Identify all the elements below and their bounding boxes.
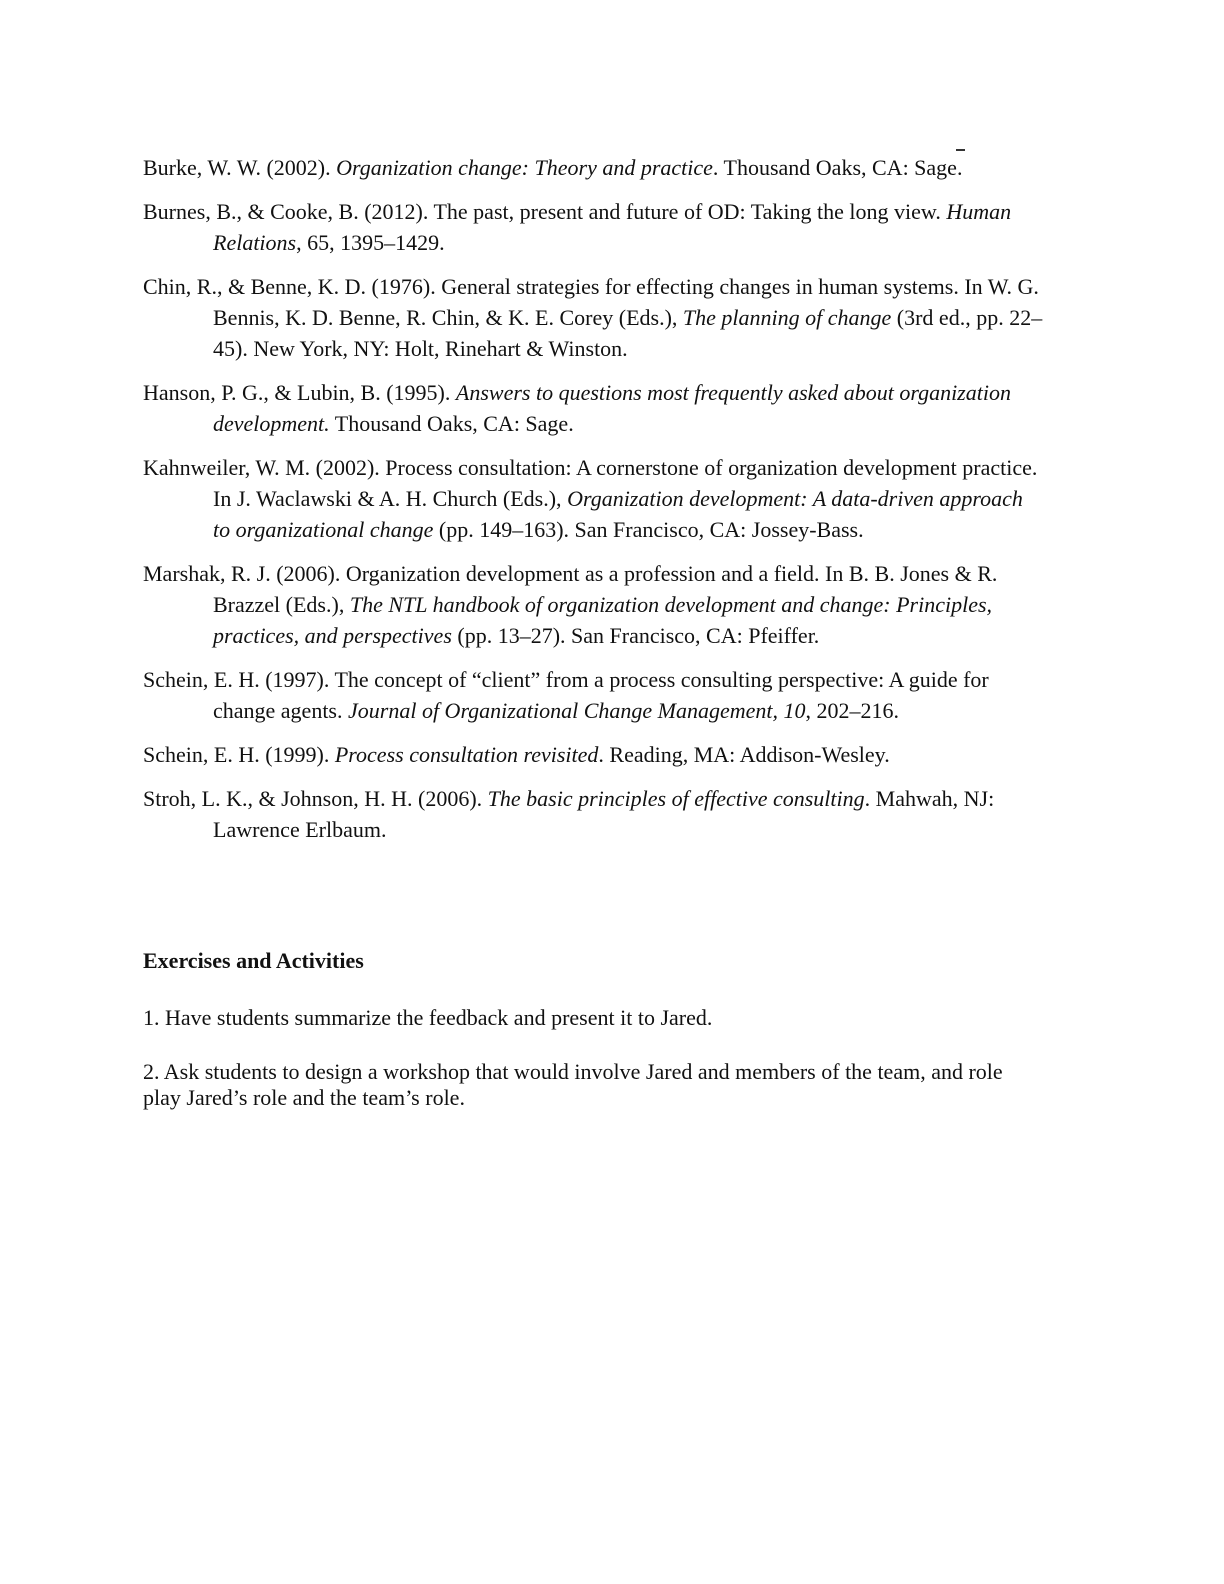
reference-title: The planning of change [682,305,892,330]
reference-text: . Reading, MA: Addison-Wesley. [598,742,890,767]
reference-entry [143,664,1043,726]
reference-title: The NTL handbook of organization development and change: Principles, practices, and perspectives [213,592,993,648]
reference-text: , 202–216. [805,698,899,723]
reference-text: , 65, 1395–1429. [296,230,445,255]
reference-title: Organization change: Theory and practice [336,155,713,180]
reference-entry [143,152,1043,183]
reference-text: Burnes, B., & Cooke, B. (2012). The past, present and future of OD: Taking the long view. [143,199,947,224]
reference-text: Stroh, L. K., & Johnson, H. H. (2006). [143,786,488,811]
reference-text: Marshak, R. J. (2006). Organization development as a profession and a field. In B. B. Jones & R. Brazzel (Eds.), [143,561,998,617]
reference-text: Burke, W. W. (2002). [143,155,337,180]
reference-text: (pp. 13–27). San Francisco, CA: Pfeiffer. [451,623,820,648]
exercise-item: 2. Ask students to design a workshop that would involve Jared and members of the team, and role play Jared’s role and the team’s role. [143,1059,1003,1110]
stray-mark [956,149,965,151]
reference-text: (3rd ed., pp. 22–45). New York, NY: Holt, Rinehart & Winston. [213,305,1043,361]
reference-text: Chin, R., & Benne, K. D. (1976). General strategies for effecting changes in human systems. In W. G. Bennis, K. D. Benne, R. Chin, & K. E. Corey (Eds.), [143,274,1039,330]
reference-entry [143,271,1043,364]
reference-entry [143,739,1043,770]
reference-title: Organization development: A data-driven approach to organizational change [213,486,1023,542]
exercise-item: 1. Have students summarize the feedback and present it to Jared. [143,1005,713,1030]
reference-title: Journal of Organizational Change Management, 10 [348,698,806,723]
reference-text: Thousand Oaks, CA: Sage. [329,411,574,436]
reference-text: Schein, E. H. (1999). [143,742,335,767]
reference-entry [143,558,1043,651]
reference-title: Human Relations [213,199,1012,255]
reference-text: Schein, E. H. (1997). The concept of “client” from a process consulting perspective: A guide for change agents. [143,667,989,723]
reference-text: Hanson, P. G., & Lubin, B. (1995). [143,380,456,405]
reference-text: (pp. 149–163). San Francisco, CA: Jossey-Bass. [433,517,864,542]
reference-list [143,152,1043,858]
reference-entry [143,783,1043,845]
reference-text: . Thousand Oaks, CA: Sage. [712,155,963,180]
reference-entry [143,452,1043,545]
reference-text: Kahnweiler, W. M. (2002). Process consultation: A cornerstone of organization development practice. In J. Waclawski & A. H. Church (Eds.), [143,455,1038,511]
reference-entry [143,377,1043,439]
exercises-heading: Exercises and Activities [143,948,364,973]
reference-title: Answers to questions most frequently asked about organization development. [213,380,1011,436]
reference-entry [143,196,1043,258]
reference-text: . Mahwah, NJ: Lawrence Erlbaum. [213,786,995,842]
reference-title: Process consultation revisited [334,742,599,767]
reference-title: The basic principles of effective consulting [487,786,865,811]
